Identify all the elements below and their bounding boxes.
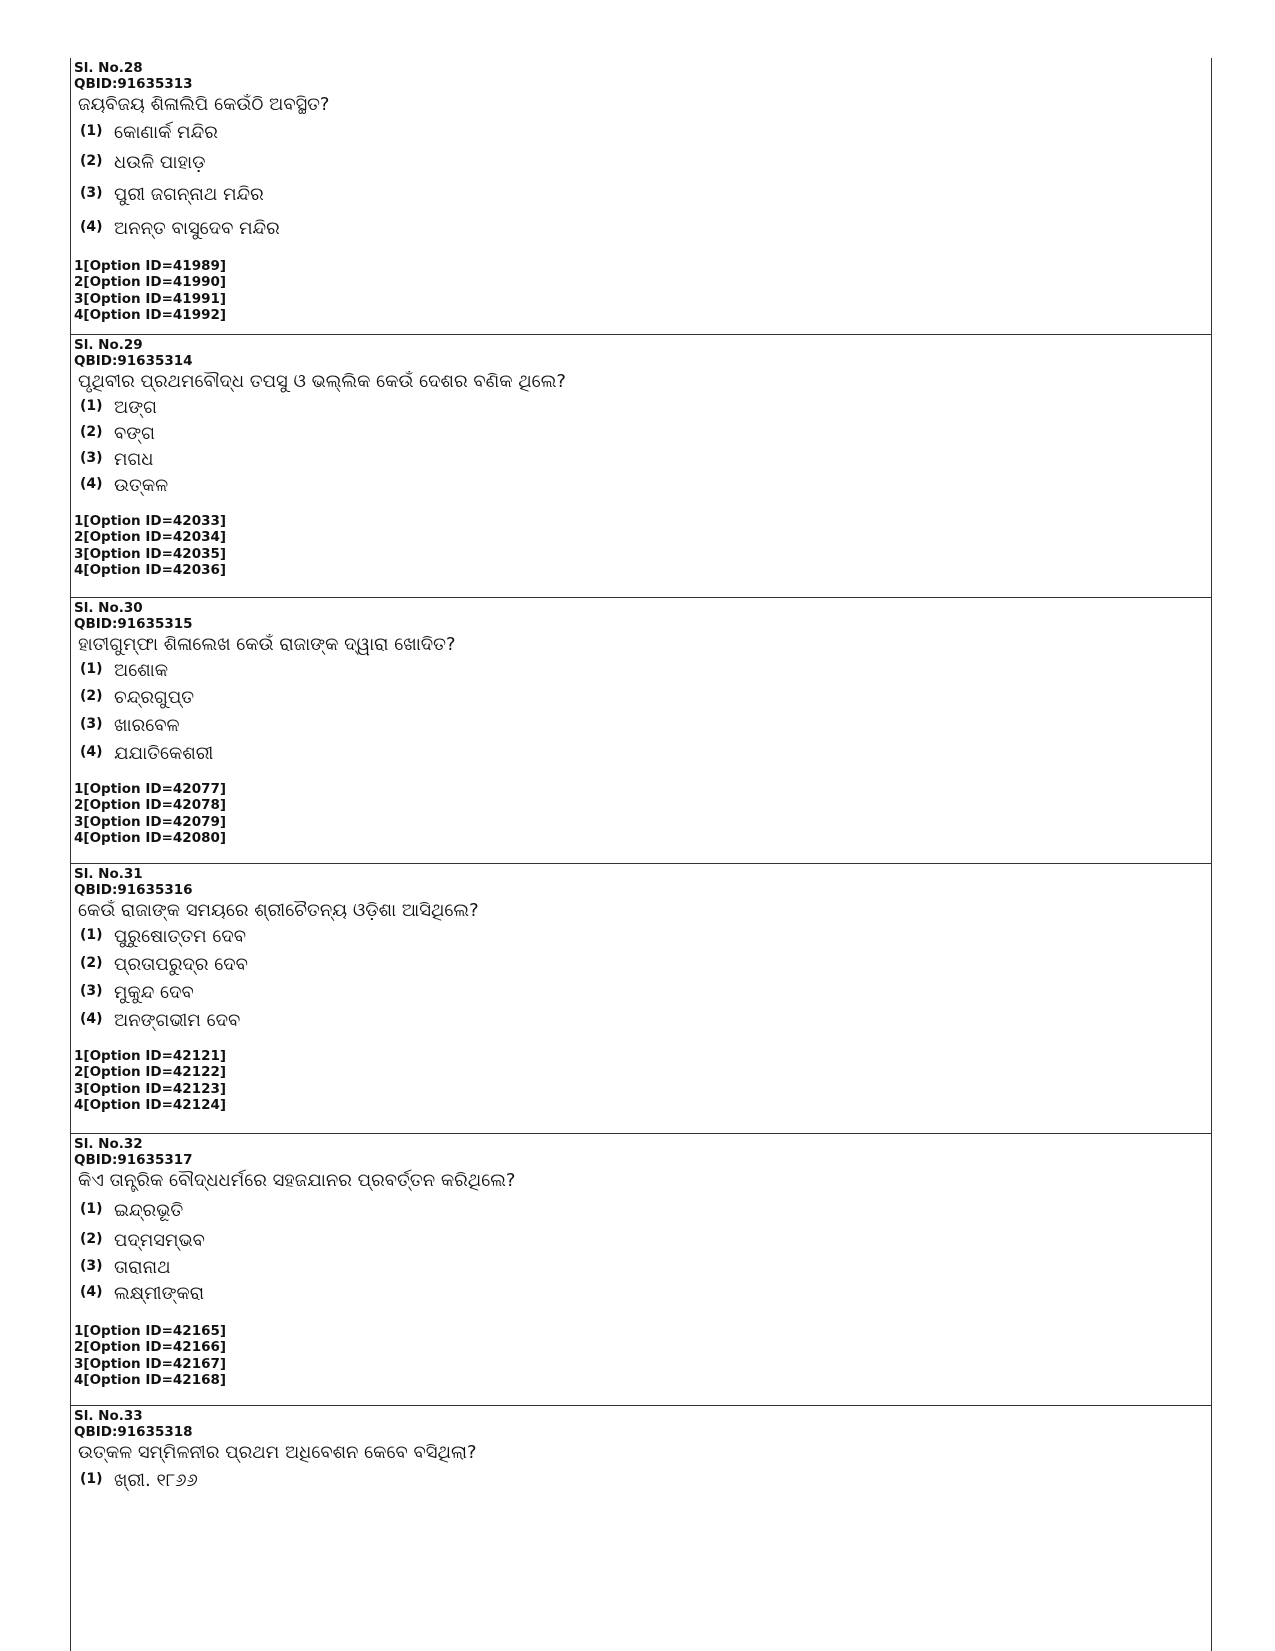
- option-text: ଅଙ୍ଗ: [114, 397, 157, 418]
- option-id: 4[Option ID=42168]: [74, 1372, 227, 1389]
- option-id: 3[Option ID=42167]: [74, 1355, 227, 1372]
- option-text: ପୁରୀ ଜଗନ୍ନାଥ ମନ୍ଦିର: [114, 184, 264, 205]
- option-text: ମଗଧ: [114, 449, 154, 470]
- question-text: କିଏ ତାନ୍ତ୍ରିକ ବୌଦ୍ଧଧର୍ମରେ ସହଜଯାନର ପ୍ରବର୍ତ୍ତନ କରିଥିଲେ?: [78, 1170, 516, 1191]
- option-id: 2[Option ID=41990]: [74, 274, 227, 291]
- serial-number: Sl. No.28: [74, 60, 143, 76]
- option: [80, 660, 1211, 682]
- option: [80, 423, 1211, 445]
- option-text: ବଙ୍ଗ: [114, 423, 156, 444]
- option-number: (3): [80, 716, 103, 732]
- option-text: ଖ୍ରୀ. ୧୮୬୬: [114, 1470, 198, 1491]
- option-text: ପୁରୁଷୋତ୍ତମ ଦେବ: [114, 926, 247, 947]
- option-text: ଅନଙ୍ଗଭୀମ ଦେବ: [114, 1010, 241, 1031]
- option: [80, 184, 1211, 206]
- option-id-list: [74, 1048, 1211, 1114]
- question-block: [71, 598, 1211, 864]
- option-id: 1[Option ID=42033]: [74, 513, 227, 529]
- option-text: ମୁକୁନ୍ଦ ଦେବ: [114, 982, 194, 1003]
- option-number: (4): [80, 744, 103, 760]
- option-number: (2): [80, 688, 103, 704]
- option-text: ଉତ୍କଳ: [114, 475, 169, 496]
- option-number: (2): [80, 955, 103, 971]
- option-text: ଖାରବେଳ: [114, 715, 180, 736]
- option-number: (1): [80, 1201, 103, 1217]
- option-text: ପଦ୍ମସମ୍ଭବ: [114, 1230, 205, 1251]
- option-number: (1): [80, 398, 103, 414]
- option-number: (4): [80, 476, 103, 492]
- option-id: 4[Option ID=42124]: [74, 1097, 227, 1114]
- option: [80, 1257, 1211, 1279]
- option-text: ଅନନ୍ତ ବାସୁଦେବ ମନ୍ଦିର: [114, 218, 280, 239]
- option: [80, 397, 1211, 419]
- option: [80, 1470, 1211, 1492]
- option-id: 4[Option ID=41992]: [74, 307, 227, 324]
- question-block: [71, 1134, 1211, 1406]
- option: [80, 687, 1211, 709]
- option: [80, 1230, 1211, 1252]
- option-text: ଧଉଳି ପାହାଡ଼: [114, 152, 206, 173]
- option-number: (3): [80, 983, 103, 999]
- option: [80, 122, 1211, 144]
- option-id: 1[Option ID=41989]: [74, 258, 227, 274]
- option-id: 2[Option ID=42166]: [74, 1339, 227, 1356]
- option-number: (1): [80, 123, 103, 139]
- qbid: QBID:91635313: [74, 76, 193, 92]
- option-id: 2[Option ID=42122]: [74, 1064, 227, 1081]
- option-id: 2[Option ID=42034]: [74, 529, 227, 546]
- option-id: 3[Option ID=42079]: [74, 813, 227, 830]
- option: [80, 1200, 1211, 1222]
- option-text: ଅଶୋକ: [114, 660, 169, 681]
- option-number: (4): [80, 1011, 103, 1027]
- question-text: କେଉଁ ରାଜାଙ୍କ ସମୟରେ ଶ୍ରୀଚୈତନ୍ୟ ଓଡ଼ିଶା ଆସିଥିଲେ?: [78, 900, 479, 921]
- qbid: QBID:91635314: [74, 353, 193, 369]
- question-text: ଜୟବିଜୟ ଶିଳାଲିପି କେଉଁଠି ଅବସ୍ଥିତ?: [78, 94, 330, 115]
- option: [80, 715, 1211, 737]
- option-number: (2): [80, 1231, 103, 1247]
- option-number: (3): [80, 450, 103, 466]
- option-number: (2): [80, 153, 103, 169]
- question-sheet: [70, 58, 1212, 1651]
- option-number: (1): [80, 927, 103, 943]
- option-text: ଲକ୍ଷ୍ମୀଙ୍କରା: [114, 1283, 205, 1304]
- option-number: (3): [80, 1258, 103, 1274]
- option-id-list: [74, 513, 1211, 579]
- option-text: ଯଯାତିକେଶରୀ: [114, 743, 214, 764]
- option: [80, 218, 1211, 240]
- option-id: 3[Option ID=42123]: [74, 1080, 227, 1097]
- option-text: ଚନ୍ଦ୍ରଗୁପ୍ତ: [114, 687, 195, 708]
- option-number: (4): [80, 1284, 103, 1300]
- option-text: କୋଣାର୍କ ମନ୍ଦିର: [114, 122, 218, 143]
- option-number: (1): [80, 661, 103, 677]
- question-text: ହାତୀଗୁମ୍ଫା ଶିଳାଲେଖ କେଉଁ ରାଜାଙ୍କ ଦ୍ୱାରା ଖୋଦିତ?: [78, 634, 456, 655]
- option-id: 3[Option ID=41991]: [74, 290, 227, 307]
- option-text: ଇନ୍ଦ୍ରଭୂତି: [114, 1200, 184, 1221]
- option-id: 1[Option ID=42165]: [74, 1323, 227, 1339]
- option-id: 3[Option ID=42035]: [74, 545, 227, 562]
- qbid: QBID:91635315: [74, 616, 193, 632]
- option-id: 1[Option ID=42121]: [74, 1048, 227, 1064]
- question-block: [71, 1406, 1211, 1646]
- qbid: QBID:91635318: [74, 1424, 193, 1440]
- option-text: ତାରାନାଥ: [114, 1257, 171, 1278]
- option-id-list: [74, 258, 1211, 324]
- option: [80, 1283, 1211, 1305]
- option: [80, 926, 1211, 948]
- serial-number: Sl. No.29: [74, 337, 143, 353]
- option-id: 1[Option ID=42077]: [74, 781, 227, 797]
- option-number: (4): [80, 219, 103, 235]
- option: [80, 475, 1211, 497]
- question-text: ପୃଥିବୀର ପ୍ରଥମବୌଦ୍ଧ ତପସୁ ଓ ଭଲ୍ଲିକ କେଉଁ ଦେଶର ବଣିକ ଥିଲେ?: [78, 371, 566, 392]
- question-block: [71, 335, 1211, 598]
- option-id: 4[Option ID=42080]: [74, 830, 227, 847]
- option: [80, 449, 1211, 471]
- option-number: (2): [80, 424, 103, 440]
- qbid: QBID:91635317: [74, 1152, 193, 1168]
- serial-number: Sl. No.32: [74, 1136, 143, 1152]
- question-block: [71, 864, 1211, 1134]
- option-id: 2[Option ID=42078]: [74, 797, 227, 814]
- option-id-list: [74, 1323, 1211, 1389]
- serial-number: Sl. No.30: [74, 600, 143, 616]
- option: [80, 982, 1211, 1004]
- option-text: ପ୍ରତାପରୁଦ୍ର ଦେବ: [114, 954, 248, 975]
- question-block: [71, 58, 1211, 335]
- qbid: QBID:91635316: [74, 882, 193, 898]
- option-id: 4[Option ID=42036]: [74, 562, 227, 579]
- option: [80, 152, 1211, 174]
- option: [80, 743, 1211, 765]
- option-number: (3): [80, 185, 103, 201]
- option: [80, 1010, 1211, 1032]
- option-id-list: [74, 781, 1211, 847]
- option: [80, 954, 1211, 976]
- serial-number: Sl. No.31: [74, 866, 143, 882]
- option-number: (1): [80, 1471, 103, 1487]
- serial-number: Sl. No.33: [74, 1408, 143, 1424]
- question-text: ଉତ୍କଳ ସମ୍ମିଳନୀର ପ୍ରଥମ ଅଧିବେଶନ କେବେ ବସିଥିଲା?: [78, 1442, 477, 1463]
